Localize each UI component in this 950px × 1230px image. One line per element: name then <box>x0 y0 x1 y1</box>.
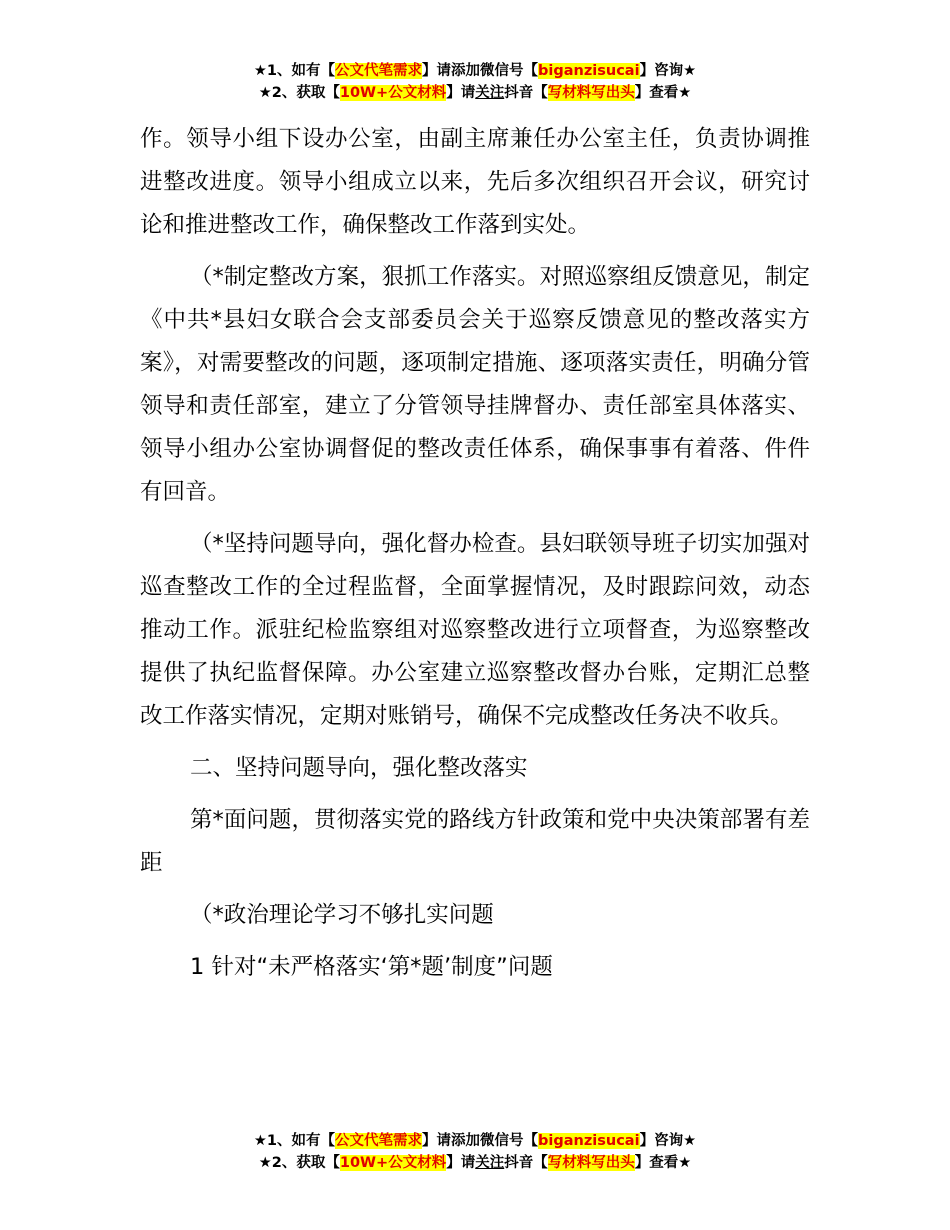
document-body <box>140 118 810 989</box>
footer-line-2: ★2、获取【10W+公文材料】请关注抖音【写材料写出头】查看★ <box>258 1155 692 1171</box>
problem-heading: 第*面问题，贯彻落实党的路线方针政策和党中央决策部署有差距 <box>140 807 810 876</box>
footer-highlight-materials: 10W+公文材料 <box>339 1155 447 1171</box>
footer-highlight-wechat-id: biganzisucai <box>538 1133 640 1149</box>
footer-banner <box>0 1130 950 1174</box>
footer-highlight-douyin: 写材料写出头 <box>547 1155 635 1171</box>
header-highlight-douyin: 写材料写出头 <box>547 85 635 101</box>
header-banner <box>0 60 950 104</box>
section-heading: 二、坚持问题导向，强化整改落实 <box>190 755 528 781</box>
header-highlight-materials: 10W+公文材料 <box>339 85 447 101</box>
header-line-2: ★2、获取【10W+公文材料】请关注抖音【写材料写出头】查看★ <box>258 85 692 101</box>
item-heading: 1 针对“未严格落实‘第*题’制度”问题 <box>190 954 553 980</box>
header-line-1: ★1、如有【公文代笔需求】请添加微信号【biganzisucai】咨询★ <box>253 63 697 79</box>
header-highlight-wechat-id: biganzisucai <box>538 63 640 79</box>
footer-highlight-service: 公文代笔需求 <box>335 1133 423 1149</box>
paragraph-supervision: （*坚持问题导向，强化督办检查。县妇联领导班子切实加强对巡查整改工作的全过程监督，全面掌握情况，及时跟踪问效，动态推动工作。派驻纪检监察组对巡察整改进行立项督查，为巡察整改提供了执纪监督保障。办公室建立巡察整改督办台账，定期汇总整改工作落实情况，定期对账销号，确保不完成整改任务决不收兵。 <box>140 531 810 729</box>
footer-line-1: ★1、如有【公文代笔需求】请添加微信号【biganzisucai】咨询★ <box>253 1133 697 1149</box>
subproblem-heading: （*政治理论学习不够扎实问题 <box>190 902 494 928</box>
paragraph-rectification-plan: （*制定整改方案，狠抓工作落实。对照巡察组反馈意见，制定《中共*县妇女联合会支部委员会关于巡察反馈意见的整改落实方案》，对需要整改的问题，逐项制定措施、逐项落实责任，明确分管领导和责任部室，建立了分管领导挂牌督办、责任部室具体落实、领导小组办公室协调督促的整改责任体系，确保事事有着落、件件有回音。 <box>140 264 810 505</box>
header-highlight-service: 公文代笔需求 <box>335 63 423 79</box>
paragraph-continuation: 作。领导小组下设办公室，由副主席兼任办公室主任，负责协调推进整改进度。领导小组成立以来，先后多次组织召开会议，研究讨论和推进整改工作，确保整改工作落到实处。 <box>140 126 810 238</box>
